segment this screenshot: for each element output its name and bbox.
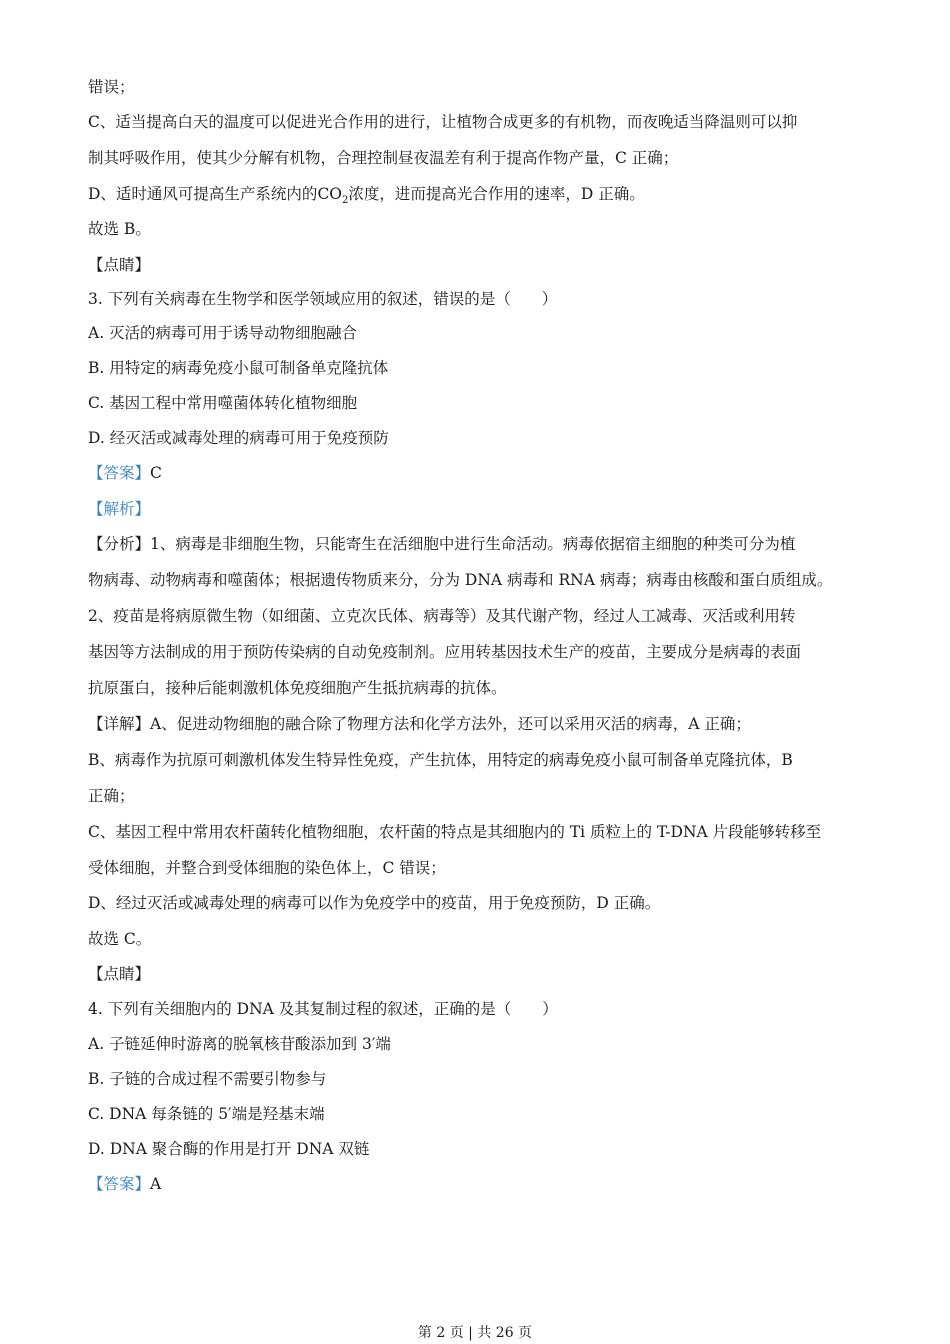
text-line: B、病毒作为抗原可刺激机体发生特异性免疫，产生抗体，用特定的病毒免疫小鼠可制备单克隆抗体，B <box>88 751 793 769</box>
section-label: 【点睛】 <box>88 256 151 274</box>
text-line: 故选 B。 <box>88 220 151 238</box>
text-line: 【分析】1、病毒是非细胞生物，只能寄生在活细胞中进行生命活动。病毒依据宿主细胞的种类可分为植 <box>88 535 796 553</box>
text-line: 错误； <box>88 78 135 96</box>
text-line: 受体细胞，并整合到受体细胞的染色体上，C 错误； <box>88 859 446 877</box>
option-b: B. 子链的合成过程不需要引物参与 <box>88 1070 327 1088</box>
answer-line: 【答案】C <box>88 464 162 482</box>
text-line: D、经过灭活或减毒处理的病毒可以作为免疫学中的疫苗，用于免疫预防，D 正确。 <box>88 894 661 912</box>
option-a: A. 子链延伸时游离的脱氧核苷酸添加到 3′端 <box>88 1035 391 1053</box>
answer-label: 【答案】 <box>88 464 151 482</box>
text-line: C、基因工程中常用农杆菌转化植物细胞，农杆菌的特点是其细胞内的 Ti 质粒上的 T-DNA 片段能够转移至 <box>88 823 822 841</box>
page-footer: 第 2 页 | 共 26 页 <box>417 1325 533 1341</box>
text-line: 基因等方法制成的用于预防传染病的自动免疫制剂。应用转基因技术生产的疫苗，主要成分是病毒的表面 <box>88 643 802 661</box>
text-line: 正确； <box>88 787 135 805</box>
option-c: C. 基因工程中常用噬菌体转化植物细胞 <box>88 394 358 412</box>
text-line: 【详解】A、促进动物细胞的融合除了物理方法和化学方法外，还可以采用灭活的病毒，A 正确； <box>88 715 751 733</box>
text-line: D、适时通风可提高生产系统内的$CO_2$浓度，进而提高光合作用的速率，D 正确。 <box>88 185 645 207</box>
analysis-label: 【解析】 <box>88 500 151 518</box>
option-d: D. DNA 聚合酶的作用是打开 DNA 双链 <box>88 1140 370 1158</box>
text-line: C、适当提高白天的温度可以促进光合作用的进行，让植物合成更多的有机物，而夜晚适当降温则可以抑 <box>88 113 798 131</box>
question-title: 4. 下列有关细胞内的 DNA 及其复制过程的叙述，正确的是（ ） <box>88 1000 558 1018</box>
option-d: D. 经灭活或减毒处理的病毒可用于免疫预防 <box>88 429 389 447</box>
option-c: C. DNA 每条链的 5′端是羟基末端 <box>88 1105 325 1123</box>
option-b: B. 用特定的病毒免疫小鼠可制备单克隆抗体 <box>88 359 389 377</box>
text-line: 故选 C。 <box>88 930 152 948</box>
section-label: 【点睛】 <box>88 965 151 983</box>
text-line: 制其呼吸作用，使其少分解有机物，合理控制昼夜温差有利于提高作物产量，C 正确； <box>88 149 679 167</box>
text-line: 物病毒、动物病毒和噬菌体；根据遗传物质来分，分为 DNA 病毒和 RNA 病毒；病毒由核酸和蛋白质组成。 <box>88 571 833 589</box>
question-title: 3. 下列有关病毒在生物学和医学领域应用的叙述，错误的是（ ） <box>88 290 558 308</box>
option-a: A. 灭活的病毒可用于诱导动物细胞融合 <box>88 324 358 342</box>
answer-label: 【答案】 <box>88 1175 151 1193</box>
answer-line: 【答案】A <box>88 1175 162 1193</box>
text-line: 2、疫苗是将病原微生物（如细菌、立克次氏体、病毒等）及其代谢产物，经过人工减毒、灭活或利用转 <box>88 607 796 625</box>
text-line: 抗原蛋白，接种后能刺激机体免疫细胞产生抵抗病毒的抗体。 <box>88 679 507 697</box>
